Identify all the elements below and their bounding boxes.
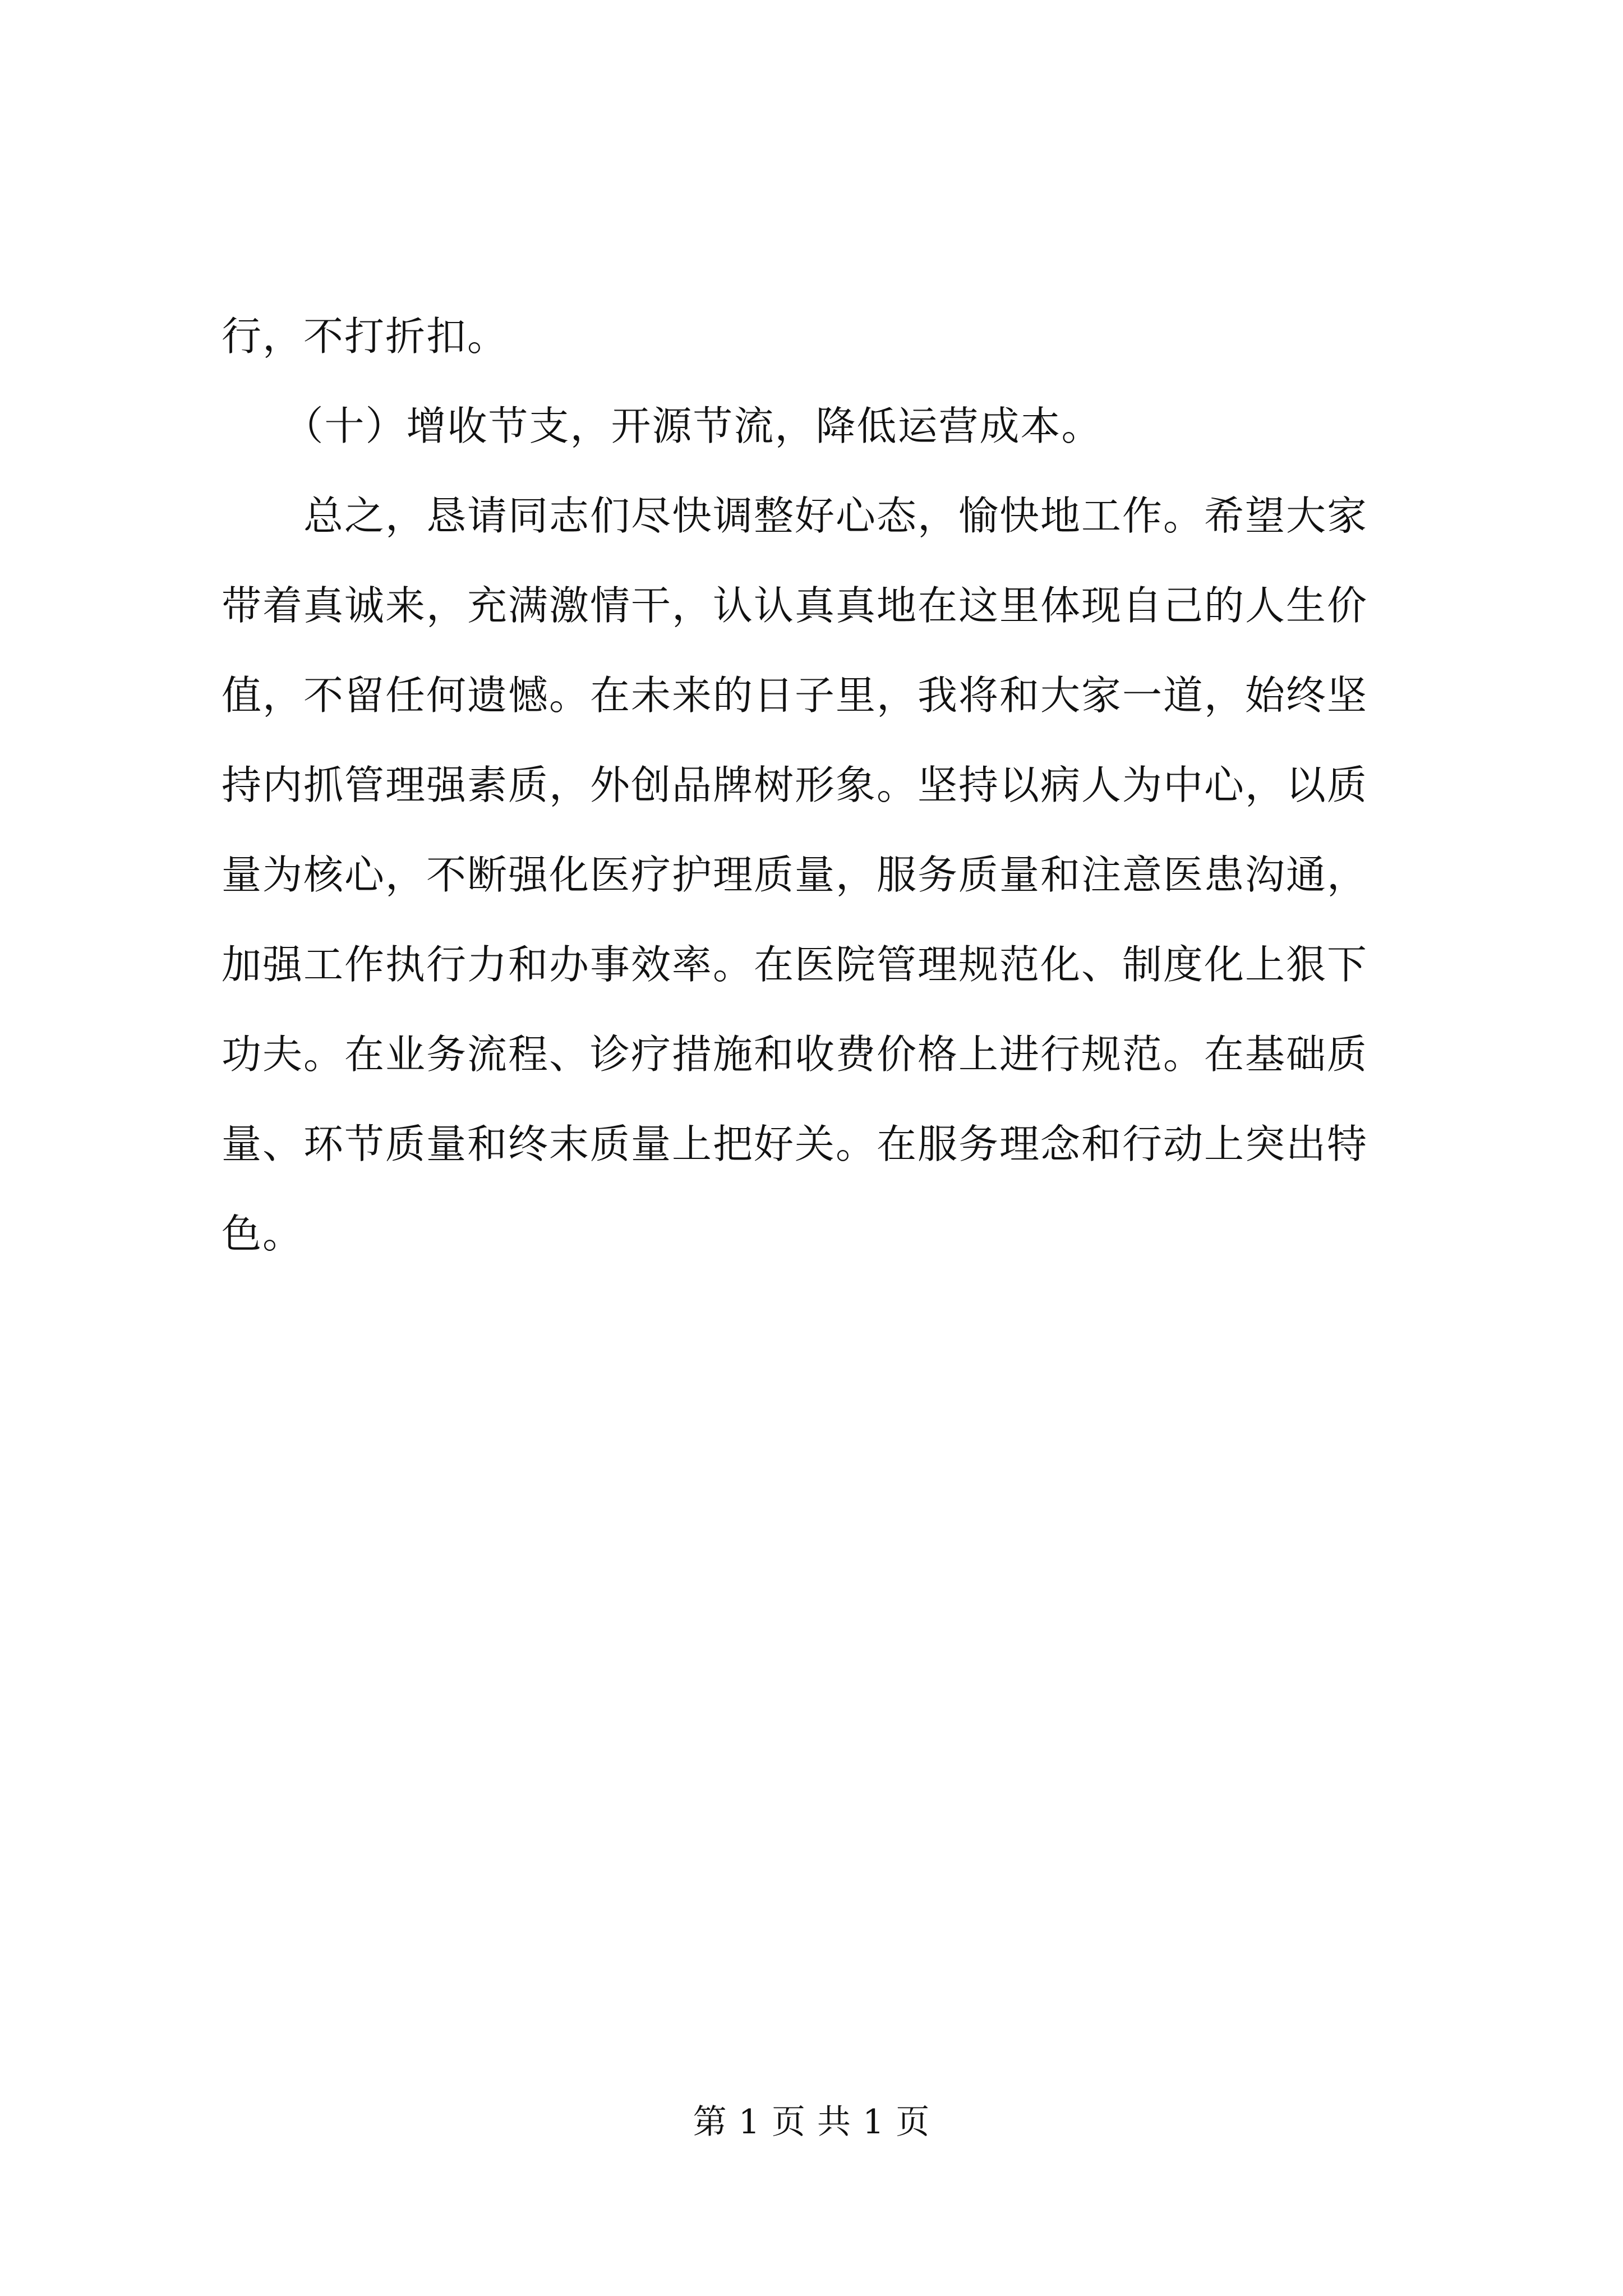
text-line: 持内抓管理强素质，外创品牌树形象。坚持以病人为中心，以质 [222,762,1368,808]
text-line: 量、环节质量和终末质量上把好关。在服务理念和行动上突出特 [222,1121,1368,1167]
text-line: 色。 [222,1211,304,1257]
text-line: 总之，恳请同志们尽快调整好心态，愉快地工作。希望大家 [222,493,1368,539]
text-line: 行，不打折扣。 [222,313,509,360]
text-line: 带着真诚来，充满激情干，认认真真地在这里体现自己的人生价 [222,582,1368,629]
text-line: 量为核心，不断强化医疗护理质量，服务质量和注意医患沟通， [222,852,1368,898]
text-line: 加强工作执行力和办事效率。在医院管理规范化、制度化上狠下 [222,941,1368,988]
page-footer: 第 1 页 共 1 页 [693,2102,930,2142]
body-text [222,292,1422,1279]
text-line: （十）增收节支，开源节流，降低运营成本。 [222,403,1103,449]
text-line: 值，不留任何遗憾。在未来的日子里，我将和大家一道，始终坚 [222,672,1368,719]
text-line: 功夫。在业务流程、诊疗措施和收费价格上进行规范。在基础质 [222,1031,1368,1078]
